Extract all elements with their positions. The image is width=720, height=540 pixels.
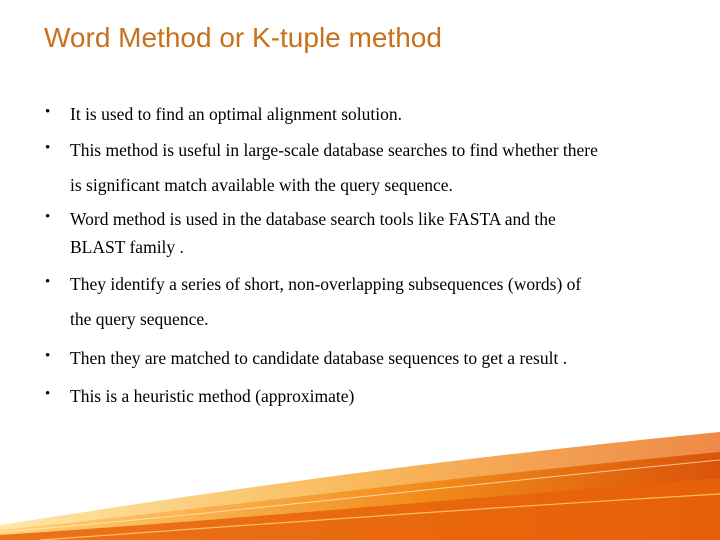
bullet-text: Word method is used in the database search tools like FASTA and the xyxy=(70,209,556,229)
bullet-dot-icon: • xyxy=(45,209,51,225)
bullet-text: is significant match available with the query sequence. xyxy=(70,175,453,195)
orange-swoosh-decoration xyxy=(0,430,720,540)
bullet-text: This is a heuristic method (approximate) xyxy=(70,386,355,406)
bullet-dot-icon: • xyxy=(45,104,51,120)
slide-title: Word Method or K-tuple method xyxy=(44,22,442,53)
bullet-dot-icon: • xyxy=(45,140,51,156)
bullet-text: BLAST family . xyxy=(70,237,184,257)
bullet-text: They identify a series of short, non-overlapping subsequences (words) of xyxy=(70,274,582,294)
bullet-text: Then they are matched to candidate database sequences to get a result . xyxy=(70,348,568,368)
bullet-text: It is used to find an optimal alignment solution. xyxy=(70,104,402,124)
bullet-dot-icon: • xyxy=(45,386,51,402)
bullet-dot-icon: • xyxy=(45,274,51,290)
bullet-text: the query sequence. xyxy=(70,309,209,329)
bullet-dot-icon: • xyxy=(45,348,51,364)
bullet-text: This method is useful in large-scale database searches to find whether there xyxy=(70,140,598,160)
